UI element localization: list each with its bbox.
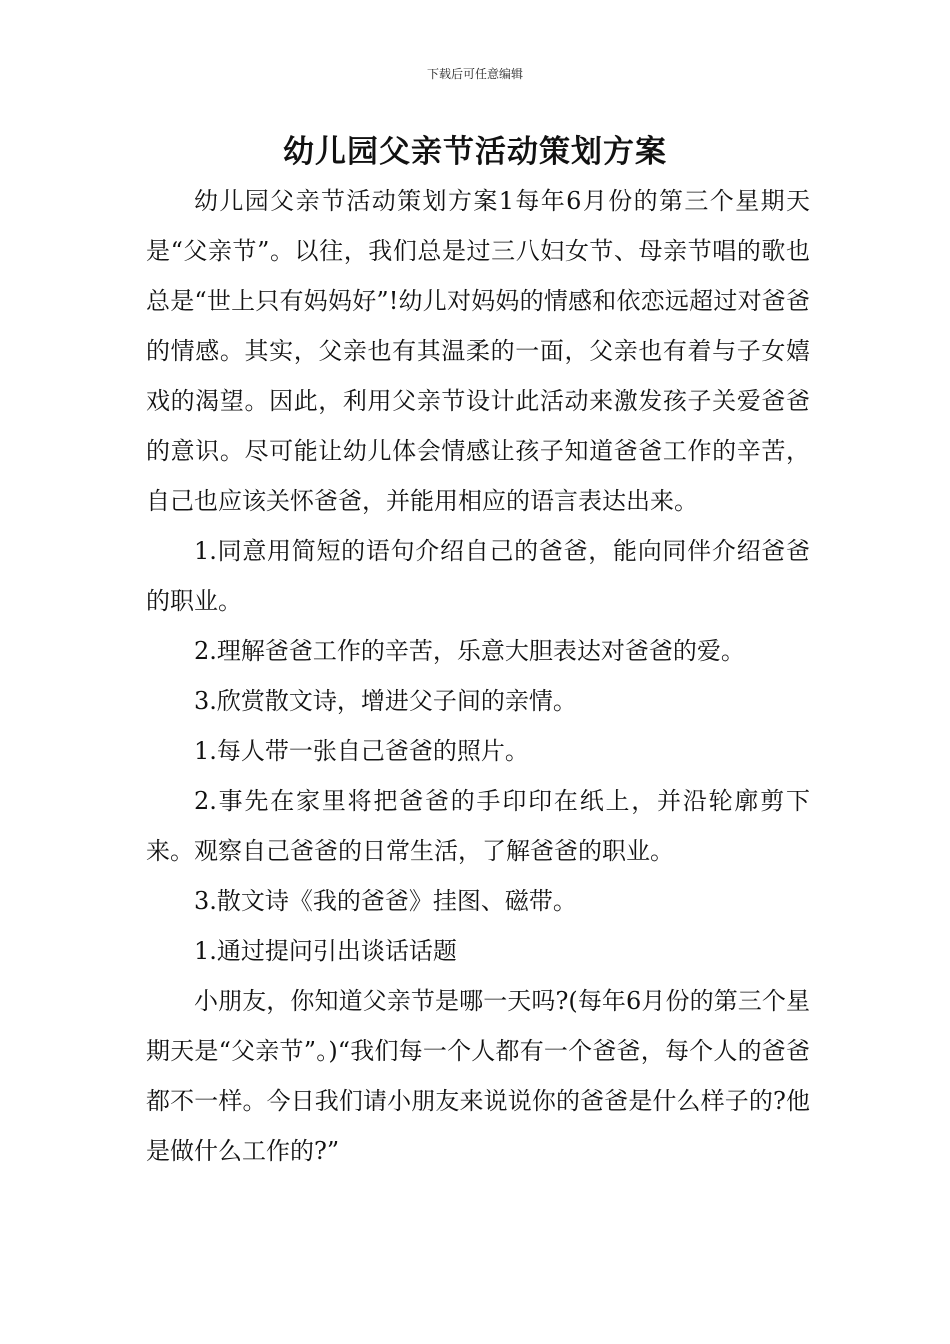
page-header-note: 下载后可任意编辑 (426, 67, 523, 81)
paragraph-process-1: 1.通过提问引出谈话话题 (194, 937, 457, 965)
paragraph-dialogue: 小朋友，你知道父亲节是哪一天吗?(每年6月份的第三个星期天是“父亲节”。)“我们每一个人都有一个爸爸，每个人的爸爸都不一样。今日我们请小朋友来说说你的爸爸是什么样子的?他是做什么工作的?” (146, 987, 810, 1165)
paragraph-prep-2: 2.事先在家里将把爸爸的手印印在纸上，并沿轮廓剪下来。观察自己爸爸的日常生活，了解爸爸的职业。 (146, 787, 810, 865)
paragraph-prep-3: 3.散文诗《我的爸爸》挂图、磁带。 (194, 887, 577, 915)
paragraph-goal-3: 3.欣赏散文诗，增进父子间的亲情。 (194, 687, 577, 715)
paragraph-intro: 幼儿园父亲节活动策划方案1每年6月份的第三个星期天是“父亲节”。以往，我们总是过三八妇女节、母亲节唱的歌也总是“世上只有妈妈好”!幼儿对妈妈的情感和依恋远超过对爸爸的情感。其实，父亲也有其温柔的一面，父亲也有着与子女嬉戏的渴望。因此，利用父亲节设计此活动来激发孩子关爱爸爸的意识。尽可能让幼儿体会情感让孩子知道爸爸工作的辛苦，自己也应该关怀爸爸，并能用相应的语言表达出来。 (146, 187, 810, 515)
paragraph-prep-1: 1.每人带一张自己爸爸的照片。 (194, 737, 529, 765)
document-title: 幼儿园父亲节活动策划方案 (283, 134, 667, 170)
document-body (146, 176, 810, 1176)
paragraph-goal-2: 2.理解爸爸工作的辛苦，乐意大胆表达对爸爸的爱。 (194, 637, 745, 665)
paragraph-goal-1: 1.同意用简短的语句介绍自己的爸爸，能向同伴介绍爸爸的职业。 (146, 537, 810, 615)
